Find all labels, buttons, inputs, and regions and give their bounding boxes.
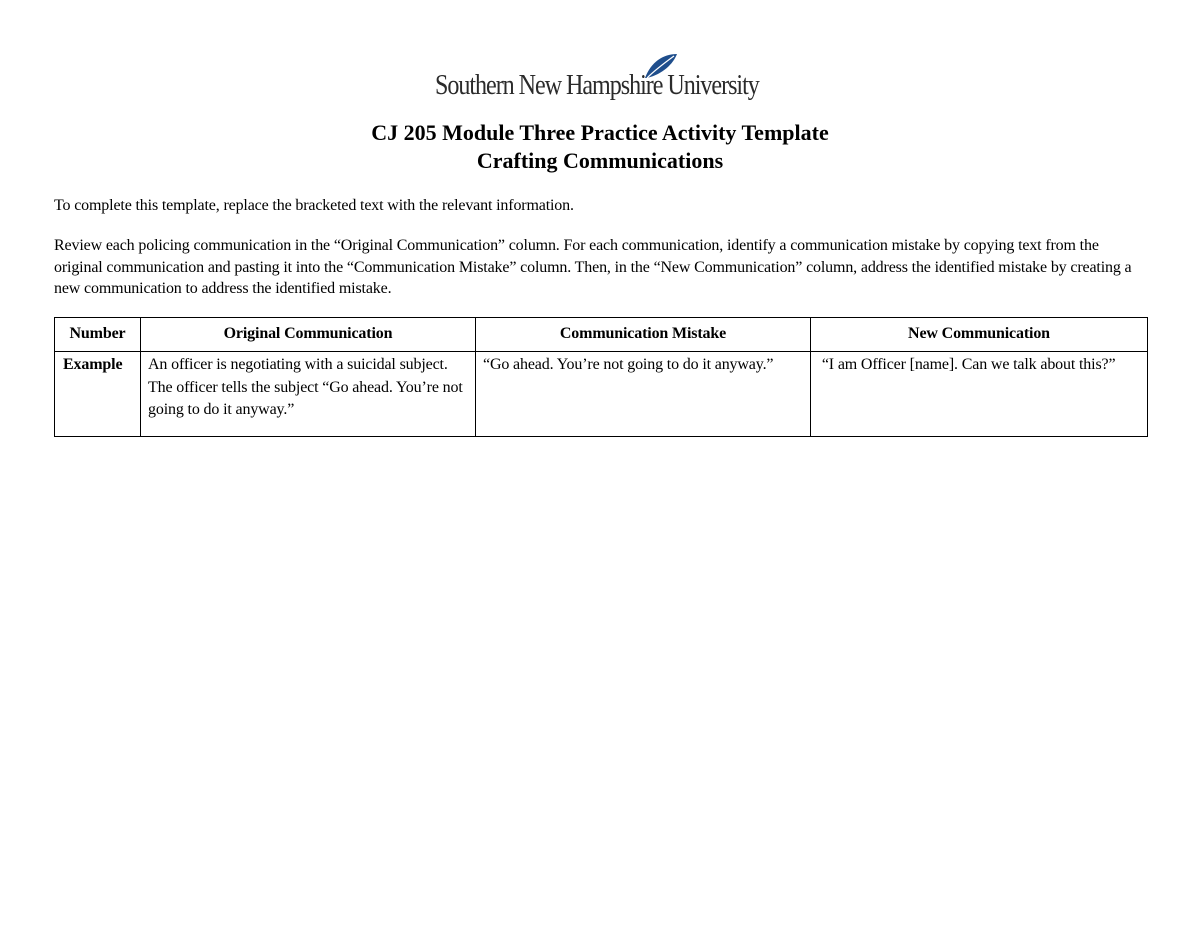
communications-table — [54, 317, 1148, 437]
leaf-icon — [641, 52, 681, 80]
header-number: Number — [55, 318, 141, 352]
page-title: CJ 205 Module Three Practice Activity Template — [371, 120, 829, 145]
header-original-communication: Original Communication — [141, 318, 476, 352]
cell-communication-mistake[interactable]: “Go ahead. You’re not going to do it anyway.” — [476, 352, 811, 437]
table-row — [55, 352, 1148, 437]
table-header-row — [55, 318, 1148, 352]
page-subtitle: Crafting Communications — [476, 148, 724, 173]
university-logo — [435, 52, 775, 104]
header-communication-mistake: Communication Mistake — [476, 318, 811, 352]
cell-number: Example — [55, 352, 141, 437]
header-new-communication: New Communication — [811, 318, 1148, 352]
cell-original-communication[interactable]: An officer is negotiating with a suicidal subject. The officer tells the subject “Go ahead. You’re not going to do it anyway.” — [141, 352, 476, 437]
instructions-paragraph: Review each policing communication in the “Original Communication” column. For each communication, identify a communication mistake by copying text from the original communication and pasting it into the “Communication Mistake” column. Then, in the “New Communication” column, address the identified mistake by creating a new communication to address the identified mistake. — [54, 237, 1132, 297]
intro-paragraph: To complete this template, replace the bracketed text with the relevant information. — [54, 197, 574, 214]
cell-new-communication[interactable]: “I am Officer [name]. Can we talk about this?” — [811, 352, 1148, 437]
logo-text: Southern New Hampshire University — [435, 70, 759, 101]
